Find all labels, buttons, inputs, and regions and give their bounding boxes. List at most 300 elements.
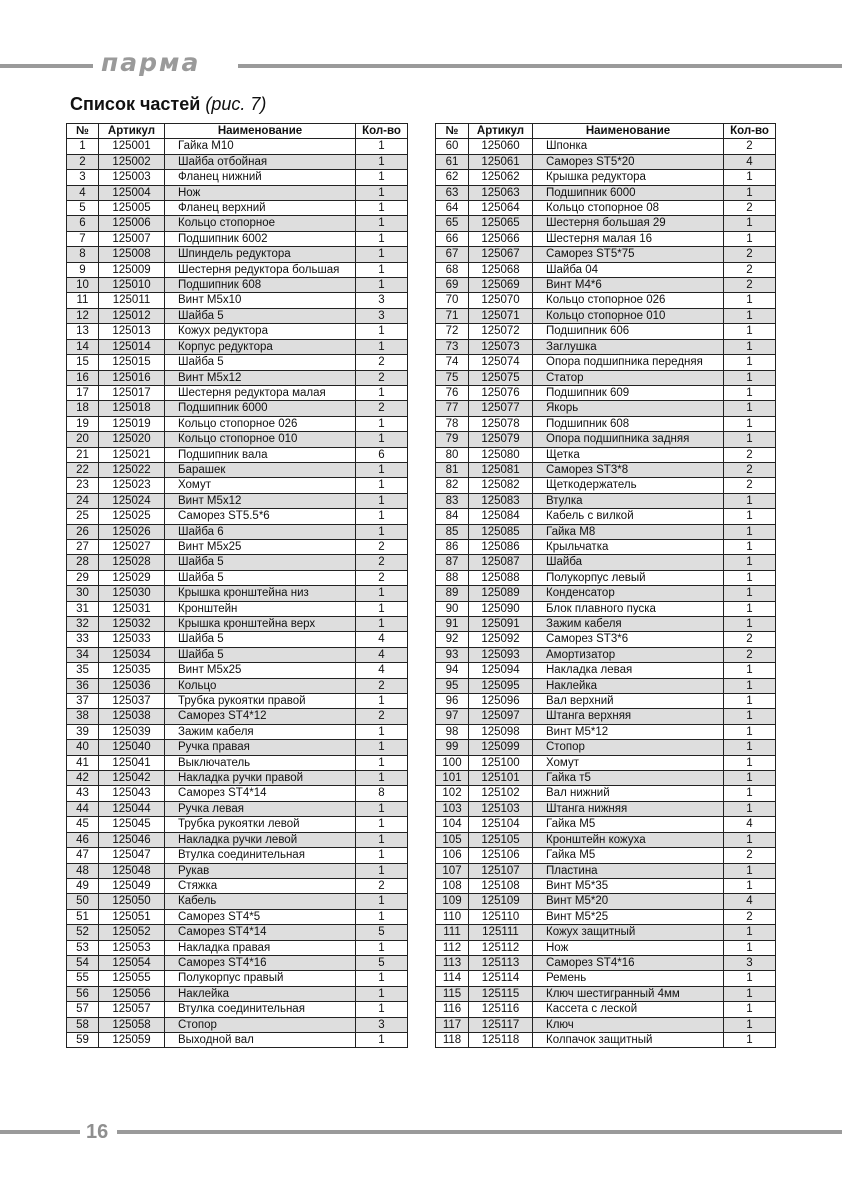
- cell-name: Нож: [165, 185, 356, 200]
- cell-name: Ручка левая: [165, 801, 356, 816]
- cell-name: Опора подшипника задняя: [533, 432, 724, 447]
- cell-article: 125048: [99, 863, 165, 878]
- cell-article: 125074: [469, 355, 533, 370]
- cell-qty: 4: [356, 647, 408, 662]
- cell-number: 30: [67, 586, 99, 601]
- cell-qty: 2: [724, 247, 776, 262]
- cell-name: Шестерня редуктора малая: [165, 385, 356, 400]
- cell-article: 125076: [469, 385, 533, 400]
- cell-name: Крыльчатка: [533, 539, 724, 554]
- cell-name: Вал верхний: [533, 694, 724, 709]
- table-row: [436, 401, 776, 416]
- table-row: [436, 1032, 776, 1047]
- cell-name: Винт М5*12: [533, 724, 724, 739]
- cell-number: 48: [67, 863, 99, 878]
- cell-number: 87: [436, 555, 469, 570]
- cell-number: 116: [436, 1002, 469, 1017]
- cell-article: 125031: [99, 601, 165, 616]
- cell-name: Полукорпус правый: [165, 971, 356, 986]
- cell-name: Опора подшипника передняя: [533, 355, 724, 370]
- cell-article: 125096: [469, 694, 533, 709]
- cell-article: 125106: [469, 848, 533, 863]
- cell-article: 125100: [469, 755, 533, 770]
- cell-name: Винт М5х25: [165, 539, 356, 554]
- cell-name: Ключ шестигранный 4мм: [533, 986, 724, 1001]
- cell-article: 125079: [469, 432, 533, 447]
- cell-qty: 1: [356, 509, 408, 524]
- cell-qty: 2: [724, 201, 776, 216]
- cell-article: 125017: [99, 385, 165, 400]
- cell-name: Зажим кабеля: [533, 617, 724, 632]
- cell-article: 125049: [99, 878, 165, 893]
- cell-number: 19: [67, 416, 99, 431]
- table-row: [436, 694, 776, 709]
- cell-name: Шестерня большая 29: [533, 216, 724, 231]
- cell-qty: 1: [356, 478, 408, 493]
- table-row: [67, 848, 408, 863]
- cell-qty: 1: [724, 986, 776, 1001]
- table-row: [67, 1017, 408, 1032]
- cell-name: Наклейка: [165, 986, 356, 1001]
- cell-qty: 8: [356, 786, 408, 801]
- cell-name: Барашек: [165, 462, 356, 477]
- col-header-number: №: [67, 124, 99, 139]
- cell-name: Пластина: [533, 863, 724, 878]
- cell-name: Колпачок защитный: [533, 1032, 724, 1047]
- cell-qty: 1: [356, 863, 408, 878]
- table-row: [436, 663, 776, 678]
- table-row: [436, 755, 776, 770]
- page-title-figure-ref: (рис. 7): [205, 94, 267, 114]
- cell-qty: 1: [724, 570, 776, 585]
- cell-qty: 1: [356, 832, 408, 847]
- table-row: [67, 955, 408, 970]
- table-row: [67, 894, 408, 909]
- cell-article: 125111: [469, 925, 533, 940]
- table-row: [67, 416, 408, 431]
- cell-number: 76: [436, 385, 469, 400]
- cell-name: Шайба: [533, 555, 724, 570]
- cell-name: Якорь: [533, 401, 724, 416]
- cell-qty: 1: [724, 709, 776, 724]
- cell-qty: 1: [724, 416, 776, 431]
- table-row: [67, 555, 408, 570]
- footer-rule-left: [0, 1130, 80, 1134]
- cell-article: 125066: [469, 231, 533, 246]
- cell-article: 125075: [469, 370, 533, 385]
- table-row: [67, 617, 408, 632]
- cell-number: 65: [436, 216, 469, 231]
- cell-number: 43: [67, 786, 99, 801]
- cell-qty: 1: [356, 801, 408, 816]
- cell-article: 125028: [99, 555, 165, 570]
- cell-article: 125090: [469, 601, 533, 616]
- cell-number: 72: [436, 324, 469, 339]
- cell-number: 29: [67, 570, 99, 585]
- cell-article: 125060: [469, 139, 533, 154]
- cell-number: 51: [67, 909, 99, 924]
- cell-name: Накладка ручки правой: [165, 771, 356, 786]
- page-number: 16: [86, 1121, 109, 1143]
- cell-article: 125029: [99, 570, 165, 585]
- cell-article: 125115: [469, 986, 533, 1001]
- table-row: [67, 925, 408, 940]
- table-row: [436, 555, 776, 570]
- col-header-qty: Кол-во: [356, 124, 408, 139]
- cell-name: Винт М5х25: [165, 663, 356, 678]
- cell-article: 125002: [99, 154, 165, 169]
- col-header-name: Наименование: [533, 124, 724, 139]
- cell-qty: 2: [356, 709, 408, 724]
- cell-qty: 1: [724, 339, 776, 354]
- table-row: [436, 432, 776, 447]
- cell-article: 125118: [469, 1032, 533, 1047]
- cell-number: 56: [67, 986, 99, 1001]
- cell-name: Шестерня малая 16: [533, 231, 724, 246]
- cell-qty: 1: [724, 355, 776, 370]
- cell-qty: 1: [356, 1002, 408, 1017]
- cell-number: 100: [436, 755, 469, 770]
- table-row: [67, 154, 408, 169]
- cell-qty: 1: [356, 416, 408, 431]
- cell-qty: 2: [724, 462, 776, 477]
- cell-name: Кронштейн кожуха: [533, 832, 724, 847]
- table-row: [436, 385, 776, 400]
- cell-qty: 1: [724, 663, 776, 678]
- cell-article: 125007: [99, 231, 165, 246]
- cell-name: Зажим кабеля: [165, 724, 356, 739]
- cell-number: 16: [67, 370, 99, 385]
- cell-qty: 2: [724, 478, 776, 493]
- cell-qty: 1: [356, 154, 408, 169]
- cell-qty: 2: [356, 370, 408, 385]
- cell-name: Трубка рукоятки правой: [165, 694, 356, 709]
- cell-name: Штанга верхняя: [533, 709, 724, 724]
- table-row: [436, 955, 776, 970]
- cell-qty: 2: [356, 355, 408, 370]
- table-row: [67, 832, 408, 847]
- cell-name: Хомут: [165, 478, 356, 493]
- cell-article: 125108: [469, 878, 533, 893]
- cell-name: Винт М5х12: [165, 493, 356, 508]
- cell-number: 98: [436, 724, 469, 739]
- cell-name: Рукав: [165, 863, 356, 878]
- cell-qty: 1: [356, 170, 408, 185]
- table-row: [67, 586, 408, 601]
- cell-name: Вал нижний: [533, 786, 724, 801]
- cell-article: 125023: [99, 478, 165, 493]
- cell-name: Стопор: [533, 740, 724, 755]
- cell-article: 125078: [469, 416, 533, 431]
- cell-qty: 2: [724, 909, 776, 924]
- cell-qty: 1: [724, 940, 776, 955]
- cell-qty: 1: [356, 971, 408, 986]
- cell-qty: 1: [356, 432, 408, 447]
- cell-name: Фланец нижний: [165, 170, 356, 185]
- cell-qty: 1: [724, 617, 776, 632]
- cell-name: Крышка редуктора: [533, 170, 724, 185]
- cell-qty: 2: [724, 632, 776, 647]
- cell-name: Гайка М5: [533, 848, 724, 863]
- cell-number: 64: [436, 201, 469, 216]
- cell-number: 92: [436, 632, 469, 647]
- col-header-number: №: [436, 124, 469, 139]
- cell-article: 125116: [469, 1002, 533, 1017]
- cell-number: 77: [436, 401, 469, 416]
- cell-name: Щетка: [533, 447, 724, 462]
- cell-article: 125095: [469, 678, 533, 693]
- cell-article: 125072: [469, 324, 533, 339]
- table-row: [67, 632, 408, 647]
- cell-qty: 1: [356, 324, 408, 339]
- cell-number: 79: [436, 432, 469, 447]
- cell-name: Шайба 5: [165, 355, 356, 370]
- cell-name: Саморез ST4*16: [533, 955, 724, 970]
- table-row: [436, 170, 776, 185]
- cell-name: Ручка правая: [165, 740, 356, 755]
- cell-article: 125019: [99, 416, 165, 431]
- cell-qty: 1: [724, 786, 776, 801]
- table-row: [67, 940, 408, 955]
- table-row: [67, 817, 408, 832]
- cell-article: 125062: [469, 170, 533, 185]
- table-row: [436, 1017, 776, 1032]
- cell-number: 44: [67, 801, 99, 816]
- cell-number: 111: [436, 925, 469, 940]
- cell-qty: 2: [356, 878, 408, 893]
- cell-qty: 1: [356, 694, 408, 709]
- cell-article: 125018: [99, 401, 165, 416]
- table-row: [436, 216, 776, 231]
- page-title: [70, 93, 266, 115]
- cell-number: 41: [67, 755, 99, 770]
- cell-article: 125038: [99, 709, 165, 724]
- cell-qty: 6: [356, 447, 408, 462]
- cell-article: 125083: [469, 493, 533, 508]
- table-row: [67, 539, 408, 554]
- table-row: [67, 370, 408, 385]
- cell-qty: 1: [356, 493, 408, 508]
- cell-article: 125037: [99, 694, 165, 709]
- cell-qty: 1: [724, 216, 776, 231]
- cell-name: Саморез ST4*12: [165, 709, 356, 724]
- cell-article: 125051: [99, 909, 165, 924]
- cell-number: 24: [67, 493, 99, 508]
- table-row: [436, 278, 776, 293]
- cell-qty: 1: [356, 724, 408, 739]
- cell-name: Кольцо стопорное 026: [533, 293, 724, 308]
- table-header-row: [67, 124, 408, 139]
- cell-name: Блок плавного пуска: [533, 601, 724, 616]
- cell-number: 60: [436, 139, 469, 154]
- table-row: [436, 308, 776, 323]
- cell-qty: 1: [356, 848, 408, 863]
- cell-name: Подшипник 6000: [533, 185, 724, 200]
- table-row: [436, 817, 776, 832]
- cell-name: Конденсатор: [533, 586, 724, 601]
- cell-article: 125071: [469, 308, 533, 323]
- table-row: [436, 262, 776, 277]
- cell-article: 125044: [99, 801, 165, 816]
- cell-name: Шпонка: [533, 139, 724, 154]
- cell-qty: 1: [356, 247, 408, 262]
- cell-article: 125014: [99, 339, 165, 354]
- cell-article: 125027: [99, 539, 165, 554]
- cell-number: 61: [436, 154, 469, 169]
- table-row: [436, 909, 776, 924]
- table-row: [67, 493, 408, 508]
- table-row: [67, 724, 408, 739]
- cell-name: Корпус редуктора: [165, 339, 356, 354]
- cell-name: Крышка кронштейна верх: [165, 617, 356, 632]
- table-row: [67, 909, 408, 924]
- cell-number: 55: [67, 971, 99, 986]
- cell-article: 125016: [99, 370, 165, 385]
- header-rule-left: [0, 64, 93, 68]
- cell-qty: 2: [356, 678, 408, 693]
- table-row: [67, 678, 408, 693]
- cell-article: 125043: [99, 786, 165, 801]
- table-row: [436, 832, 776, 847]
- cell-number: 37: [67, 694, 99, 709]
- table-row: [436, 740, 776, 755]
- table-row: [67, 401, 408, 416]
- cell-name: Накладка ручки левой: [165, 832, 356, 847]
- cell-qty: 1: [724, 771, 776, 786]
- cell-qty: 1: [724, 385, 776, 400]
- cell-number: 23: [67, 478, 99, 493]
- cell-article: 125107: [469, 863, 533, 878]
- cell-number: 9: [67, 262, 99, 277]
- table-row: [436, 678, 776, 693]
- table-row: [67, 509, 408, 524]
- cell-article: 125114: [469, 971, 533, 986]
- table-row: [67, 740, 408, 755]
- cell-name: Подшипник 608: [165, 278, 356, 293]
- table-row: [436, 231, 776, 246]
- cell-qty: 5: [356, 955, 408, 970]
- cell-number: 101: [436, 771, 469, 786]
- table-row: [67, 986, 408, 1001]
- cell-article: 125059: [99, 1032, 165, 1047]
- cell-qty: 1: [356, 385, 408, 400]
- cell-number: 70: [436, 293, 469, 308]
- cell-name: Статор: [533, 370, 724, 385]
- table-row: [436, 632, 776, 647]
- cell-article: 125082: [469, 478, 533, 493]
- cell-number: 78: [436, 416, 469, 431]
- cell-qty: 1: [356, 986, 408, 1001]
- cell-name: Кольцо стопорное 010: [533, 308, 724, 323]
- cell-name: Подшипник 608: [533, 416, 724, 431]
- cell-name: Гайка М5: [533, 817, 724, 832]
- cell-qty: 1: [356, 278, 408, 293]
- cell-qty: 4: [724, 894, 776, 909]
- table-row: [436, 586, 776, 601]
- table-row: [436, 201, 776, 216]
- table-row: [436, 324, 776, 339]
- cell-number: 112: [436, 940, 469, 955]
- cell-article: 125104: [469, 817, 533, 832]
- cell-qty: 1: [724, 324, 776, 339]
- table-row: [436, 848, 776, 863]
- cell-number: 8: [67, 247, 99, 262]
- table-row: [67, 432, 408, 447]
- cell-qty: 1: [724, 801, 776, 816]
- cell-number: 27: [67, 539, 99, 554]
- cell-qty: 2: [724, 262, 776, 277]
- cell-article: 125026: [99, 524, 165, 539]
- cell-number: 6: [67, 216, 99, 231]
- cell-article: 125086: [469, 539, 533, 554]
- table-row: [67, 462, 408, 477]
- cell-number: 85: [436, 524, 469, 539]
- cell-number: 40: [67, 740, 99, 755]
- cell-article: 125040: [99, 740, 165, 755]
- cell-number: 45: [67, 817, 99, 832]
- table-row: [436, 894, 776, 909]
- cell-article: 125010: [99, 278, 165, 293]
- table-row: [67, 231, 408, 246]
- table-row: [436, 493, 776, 508]
- cell-article: 125093: [469, 647, 533, 662]
- cell-name: Полукорпус левый: [533, 570, 724, 585]
- cell-name: Кольцо стопорное 026: [165, 416, 356, 431]
- cell-article: 125112: [469, 940, 533, 955]
- cell-number: 68: [436, 262, 469, 277]
- cell-qty: 2: [724, 139, 776, 154]
- cell-article: 125089: [469, 586, 533, 601]
- table-row: [67, 447, 408, 462]
- cell-name: Стопор: [165, 1017, 356, 1032]
- table-row: [67, 324, 408, 339]
- cell-name: Гайка М10: [165, 139, 356, 154]
- cell-name: Шестерня редуктора большая: [165, 262, 356, 277]
- cell-article: 125070: [469, 293, 533, 308]
- cell-qty: 2: [356, 555, 408, 570]
- table-row: [436, 724, 776, 739]
- cell-article: 125063: [469, 185, 533, 200]
- cell-article: 125097: [469, 709, 533, 724]
- cell-name: Шайба 5: [165, 632, 356, 647]
- cell-name: Кольцо стопорное 010: [165, 432, 356, 447]
- cell-name: Кожух защитный: [533, 925, 724, 940]
- cell-number: 103: [436, 801, 469, 816]
- cell-name: Ремень: [533, 971, 724, 986]
- table-row: [67, 570, 408, 585]
- cell-article: 125006: [99, 216, 165, 231]
- cell-number: 99: [436, 740, 469, 755]
- cell-name: Подшипник 606: [533, 324, 724, 339]
- cell-name: Амортизатор: [533, 647, 724, 662]
- cell-article: 125091: [469, 617, 533, 632]
- cell-name: Гайка т5: [533, 771, 724, 786]
- cell-qty: 2: [724, 647, 776, 662]
- table-row: [67, 647, 408, 662]
- cell-article: 125065: [469, 216, 533, 231]
- cell-number: 73: [436, 339, 469, 354]
- cell-number: 49: [67, 878, 99, 893]
- cell-qty: 1: [724, 539, 776, 554]
- cell-qty: 1: [356, 216, 408, 231]
- cell-article: 125069: [469, 278, 533, 293]
- table-row: [436, 863, 776, 878]
- table-row: [67, 1002, 408, 1017]
- cell-article: 125052: [99, 925, 165, 940]
- cell-article: 125099: [469, 740, 533, 755]
- cell-qty: 1: [356, 817, 408, 832]
- table-row: [436, 940, 776, 955]
